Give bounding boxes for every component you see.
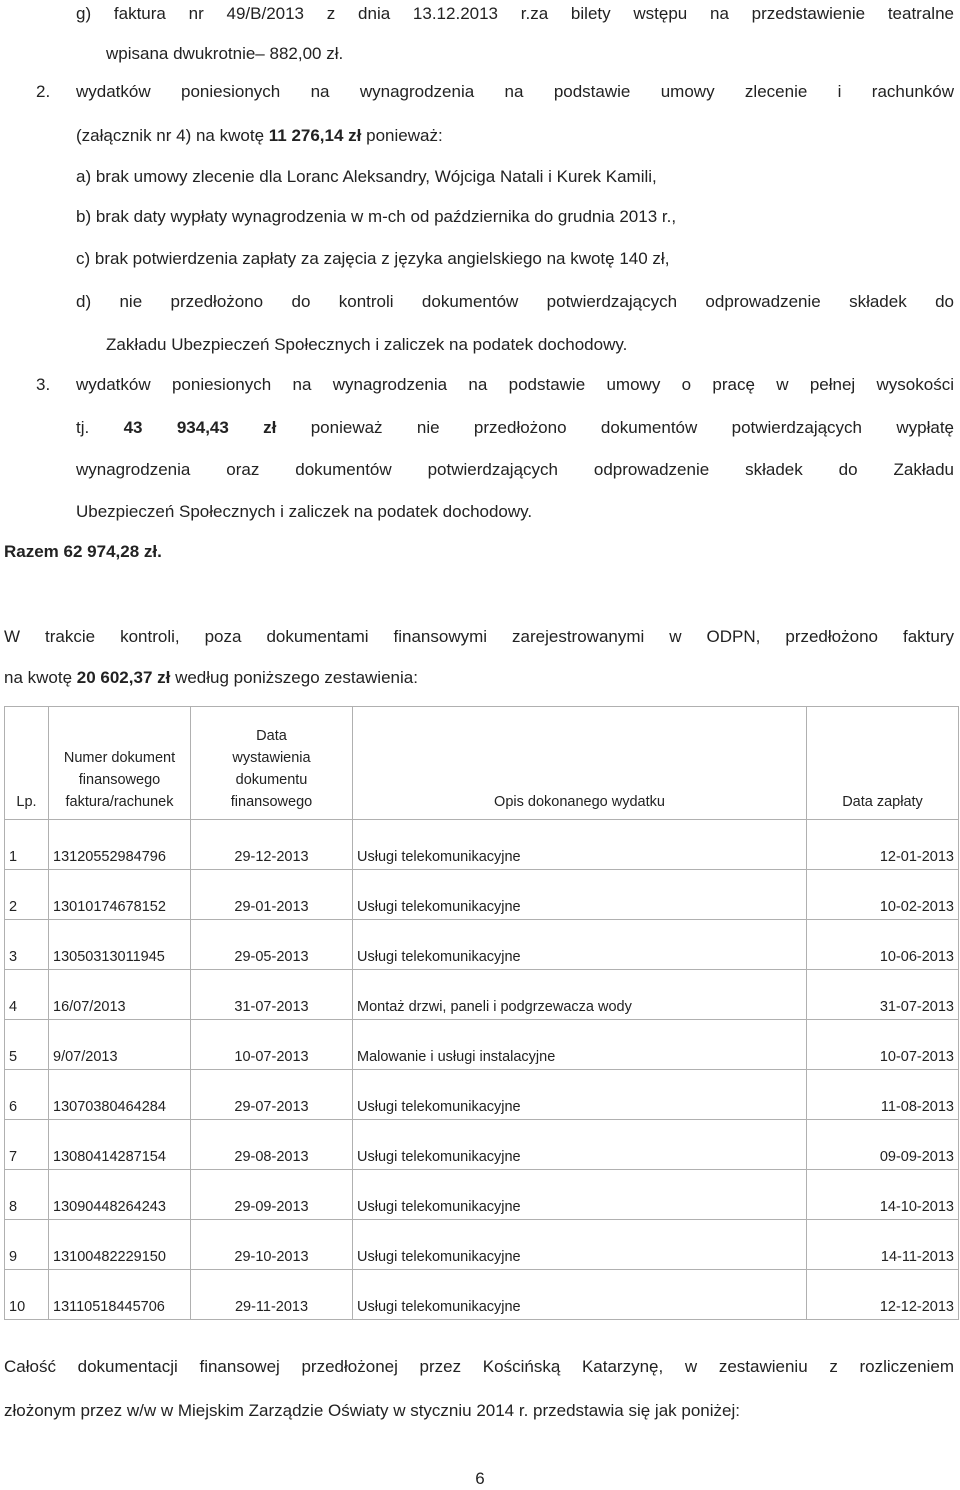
- header-data-l2: wystawienia: [232, 750, 311, 766]
- table-row: [5, 820, 959, 870]
- item-3-line2-post: ponieważ nie przedłożono dokumentów potwierdzających wypłatę: [276, 418, 954, 437]
- table-header-row: [5, 707, 959, 820]
- item-2-amount: 11 276,14 zł: [268, 126, 362, 145]
- header-numer-l1: Numer dokument: [63, 750, 176, 766]
- cell-data: 29-09-2013: [191, 1170, 353, 1220]
- cell-numer: 13070380464284: [49, 1070, 191, 1120]
- cell-numer: 13050313011945: [49, 920, 191, 970]
- intro-line2-pre: na kwotę: [4, 668, 77, 687]
- cell-zaplata: 14-10-2013: [807, 1170, 959, 1220]
- item-g-text: faktura nr 49/B/2013 z dnia 13.12.2013 r.za bilety wstępu na przedstawienie teatralne: [113, 4, 954, 23]
- header-data-zaplaty: Data zapłaty: [807, 707, 959, 820]
- table-row: [5, 1170, 959, 1220]
- cell-opis: Usługi telekomunikacyjne: [353, 1220, 807, 1270]
- cell-lp: 8: [5, 1170, 49, 1220]
- cell-zaplata: 12-01-2013: [807, 820, 959, 870]
- cell-numer: 13090448264243: [49, 1170, 191, 1220]
- header-numer-l3: faktura/rachunek: [65, 794, 174, 810]
- header-data-wystawienia: [191, 707, 353, 820]
- item-3-amount: 43 934,43 zł: [123, 418, 277, 437]
- header-opis: Opis dokonanego wydatku: [353, 707, 807, 820]
- item-3-line2: [76, 417, 954, 439]
- item-d-line1: d) nie przedłożono do kontroli dokumentów potwierdzających odprowadzenie składek do: [76, 292, 954, 311]
- cell-numer: 13100482229150: [49, 1220, 191, 1270]
- cell-numer: 16/07/2013: [49, 970, 191, 1020]
- cell-data: 10-07-2013: [191, 1020, 353, 1070]
- item-3-line4: Ubezpieczeń Społecznych i zaliczek na podatek dochodowy.: [76, 502, 533, 521]
- cell-opis: Usługi telekomunikacyjne: [353, 1170, 807, 1220]
- cell-lp: 1: [5, 820, 49, 870]
- cell-numer: 9/07/2013: [49, 1020, 191, 1070]
- cell-zaplata: 10-06-2013: [807, 920, 959, 970]
- header-data-l3: dokumentu: [235, 772, 308, 788]
- item-2-line2-pre: (załącznik nr 4) na kwotę: [76, 126, 269, 145]
- cell-data: 31-07-2013: [191, 970, 353, 1020]
- cell-numer: 13080414287154: [49, 1120, 191, 1170]
- header-numer: [49, 707, 191, 820]
- item-g-line2: wpisana dwukrotnie– 882,00 zł.: [106, 44, 344, 63]
- header-numer-l2: finansowego: [78, 772, 161, 788]
- cell-zaplata: 31-07-2013: [807, 970, 959, 1020]
- item-a: a) brak umowy zlecenie dla Loranc Aleksandry, Wójciga Natali i Kurek Kamili,: [76, 167, 657, 186]
- cell-numer: 13120552984796: [49, 820, 191, 870]
- cell-lp: 4: [5, 970, 49, 1020]
- razem-total: Razem 62 974,28 zł.: [4, 542, 162, 561]
- cell-data: 29-05-2013: [191, 920, 353, 970]
- header-data-l4: finansowego: [230, 794, 313, 810]
- intro-line1: W trakcie kontroli, poza dokumentami finansowymi zarejestrowanymi w ODPN, przedłożono faktury: [4, 627, 954, 646]
- cell-data: 29-01-2013: [191, 870, 353, 920]
- cell-lp: 2: [5, 870, 49, 920]
- cell-lp: 6: [5, 1070, 49, 1120]
- item-g-marker: g): [76, 4, 92, 23]
- cell-zaplata: 11-08-2013: [807, 1070, 959, 1120]
- item-2-line2-post: ponieważ:: [361, 126, 443, 145]
- item-d-line2: Zakładu Ubezpieczeń Społecznych i zaliczek na podatek dochodowy.: [106, 335, 628, 354]
- table-row: [5, 1120, 959, 1170]
- cell-zaplata: 10-07-2013: [807, 1020, 959, 1070]
- item-2-marker: 2.: [36, 82, 51, 101]
- cell-zaplata: 09-09-2013: [807, 1120, 959, 1170]
- table-row: [5, 920, 959, 970]
- item-3-line2-pre: tj.: [76, 418, 124, 437]
- table-row: [5, 1220, 959, 1270]
- cell-zaplata: 10-02-2013: [807, 870, 959, 920]
- cell-lp: 9: [5, 1220, 49, 1270]
- table-row: [5, 1270, 959, 1320]
- header-data-l1: Data: [256, 728, 287, 744]
- cell-lp: 5: [5, 1020, 49, 1070]
- cell-opis: Usługi telekomunikacyjne: [353, 1070, 807, 1120]
- cell-opis: Usługi telekomunikacyjne: [353, 1270, 807, 1320]
- cell-data: 29-07-2013: [191, 1070, 353, 1120]
- table-row: [5, 870, 959, 920]
- item-3-line1: wydatków poniesionych na wynagrodzenia na podstawie umowy o pracę w pełnej wysokości: [76, 375, 954, 394]
- header-lp: Lp.: [5, 707, 49, 820]
- cell-zaplata: 14-11-2013: [807, 1220, 959, 1270]
- cell-zaplata: 12-12-2013: [807, 1270, 959, 1320]
- cell-lp: 3: [5, 920, 49, 970]
- cell-data: 29-08-2013: [191, 1120, 353, 1170]
- item-2-line2: [76, 125, 443, 147]
- intro-line2-post: według poniższego zestawienia:: [170, 668, 418, 687]
- cell-data: 29-10-2013: [191, 1220, 353, 1270]
- table-row: [5, 1020, 959, 1070]
- financial-documents-table: [4, 706, 959, 1320]
- closing-line1: Całość dokumentacji finansowej przedłożonej przez Kościńską Katarzynę, w zestawieniu z rozliczeniem: [4, 1357, 954, 1376]
- cell-data: 29-11-2013: [191, 1270, 353, 1320]
- cell-opis: Usługi telekomunikacyjne: [353, 870, 807, 920]
- cell-opis: Montaż drzwi, paneli i podgrzewacza wody: [353, 970, 807, 1020]
- item-g-line1: [76, 3, 954, 25]
- page-number: 6: [475, 1469, 485, 1488]
- item-2-line1: wydatków poniesionych na wynagrodzenia na podstawie umowy zlecenie i rachunków: [76, 82, 954, 101]
- item-3-line3: wynagrodzenia oraz dokumentów potwierdzających odprowadzenie składek do Zakładu: [76, 460, 954, 479]
- cell-opis: Usługi telekomunikacyjne: [353, 1120, 807, 1170]
- intro-line2: [4, 667, 418, 689]
- cell-lp: 10: [5, 1270, 49, 1320]
- item-b: b) brak daty wypłaty wynagrodzenia w m-ch od października do grudnia 2013 r.,: [76, 207, 677, 226]
- intro-amount: 20 602,37 zł: [76, 668, 171, 687]
- cell-numer: 13010174678152: [49, 870, 191, 920]
- cell-lp: 7: [5, 1120, 49, 1170]
- table-row: [5, 1070, 959, 1120]
- cell-opis: Malowanie i usługi instalacyjne: [353, 1020, 807, 1070]
- item-c: c) brak potwierdzenia zapłaty za zajęcia z języka angielskiego na kwotę 140 zł,: [76, 249, 670, 268]
- table-row: [5, 970, 959, 1020]
- cell-opis: Usługi telekomunikacyjne: [353, 920, 807, 970]
- cell-numer: 13110518445706: [49, 1270, 191, 1320]
- cell-data: 29-12-2013: [191, 820, 353, 870]
- cell-opis: Usługi telekomunikacyjne: [353, 820, 807, 870]
- item-3-marker: 3.: [36, 375, 51, 394]
- closing-line2: złożonym przez w/w w Miejskim Zarządzie Oświaty w styczniu 2014 r. przedstawia się jak poniżej:: [4, 1401, 740, 1420]
